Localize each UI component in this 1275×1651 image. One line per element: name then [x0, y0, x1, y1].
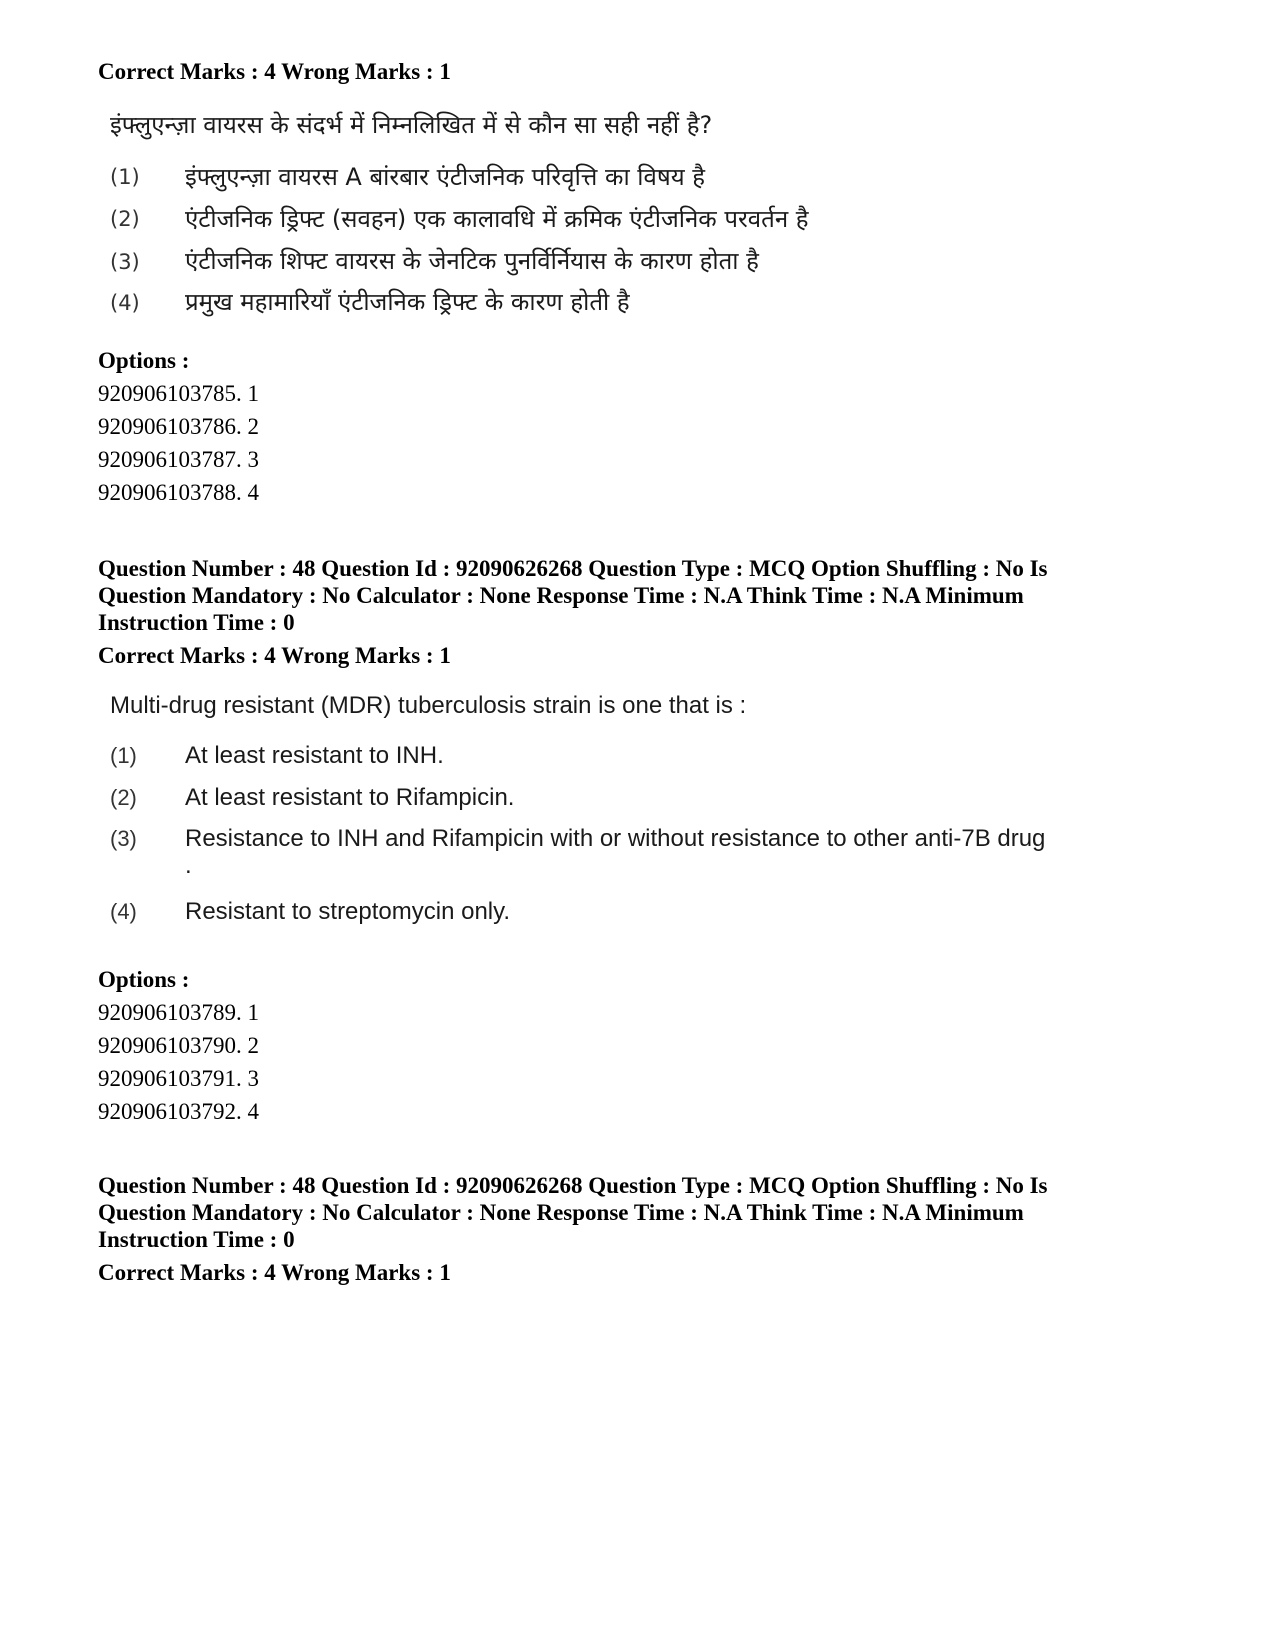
question-meta-line: Instruction Time : 0: [98, 1227, 295, 1252]
stray-dot: .: [185, 852, 192, 879]
option-line: 920906103792. 4: [98, 1099, 259, 1124]
option-line: 920906103791. 3: [98, 1066, 259, 1091]
choice-number: (3): [110, 826, 137, 851]
choice-text: प्रमुख महामारियाँ एंटीजनिक ड्रिफ्ट के कारण होती है: [185, 288, 630, 316]
choice-text: At least resistant to Rifampicin.: [185, 784, 515, 811]
choice-number: (3): [110, 250, 140, 274]
choice-number: (1): [110, 165, 140, 189]
option-line: 920906103785. 1: [98, 381, 259, 406]
question-meta-line: Question Mandatory : No Calculator : None Response Time : N.A Think Time : N.A Minimum: [98, 583, 1024, 608]
choice-text: इंफ्लुएन्ज़ा वायरस A बांरबार एंटीजनिक परिवृत्ति का विषय है: [185, 163, 706, 191]
option-line: 920906103787. 3: [98, 447, 259, 472]
choice-text: At least resistant to INH.: [185, 742, 444, 769]
question-meta-line: Question Mandatory : No Calculator : None Response Time : N.A Think Time : N.A Minimum: [98, 1200, 1024, 1225]
choice-text: Resistant to streptomycin only.: [185, 898, 511, 925]
choice-number: (2): [110, 207, 140, 231]
option-line: 920906103790. 2: [98, 1033, 259, 1058]
choice-number: (2): [110, 785, 137, 810]
options-heading: Options :: [98, 348, 190, 373]
marks-line: Correct Marks : 4 Wrong Marks : 1: [98, 1260, 451, 1285]
option-line: 920906103789. 1: [98, 1000, 259, 1025]
marks-line: Correct Marks : 4 Wrong Marks : 1: [98, 59, 451, 84]
choice-text: एंटीजनिक शिफ्ट वायरस के जेनटिक पुनर्विर्नियास के कारण होता है: [185, 247, 759, 275]
question-text: Multi-drug resistant (MDR) tuberculosis strain is one that is :: [110, 692, 747, 719]
question-meta-line: Question Number : 48 Question Id : 92090626268 Question Type : MCQ Option Shuffling : No Is: [98, 556, 1048, 581]
option-line: 920906103788. 4: [98, 480, 259, 505]
marks-line: Correct Marks : 4 Wrong Marks : 1: [98, 643, 451, 668]
choice-text: एंटीजनिक ड्रिफ्ट (सवहन) एक कालावधि में क्रमिक एंटीजनिक परवर्तन है: [185, 205, 809, 233]
choice-number: (4): [110, 899, 137, 924]
choice-text: Resistance to INH and Rifampicin with or without resistance to other anti-7B drug: [185, 825, 1046, 852]
choice-number: (4): [110, 291, 140, 315]
question-meta-line: Question Number : 48 Question Id : 92090626268 Question Type : MCQ Option Shuffling : No Is: [98, 1173, 1048, 1198]
question-text: इंफ्लुएन्ज़ा वायरस के संदर्भ में निम्नलिखित में से कौन सा सही नहीं है?: [110, 111, 713, 139]
options-heading: Options :: [98, 967, 190, 992]
question-meta-line: Instruction Time : 0: [98, 610, 295, 635]
option-line: 920906103786. 2: [98, 414, 259, 439]
choice-number: (1): [110, 743, 137, 768]
